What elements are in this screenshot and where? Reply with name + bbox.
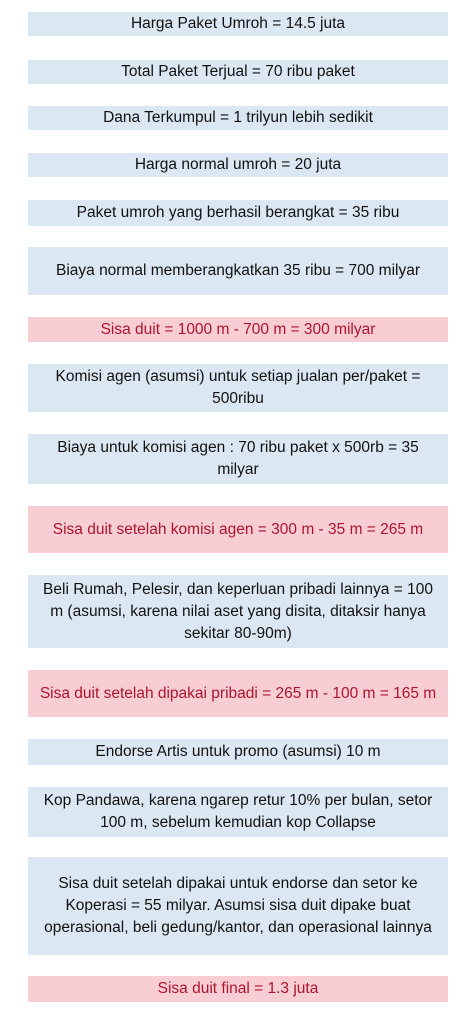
- row-kop-pandawa: Kop Pandawa, karena ngarep retur 10% per bulan, setor 100 m, sebelum kemudian kop Collapse: [28, 787, 448, 837]
- row-endorse-artis: Endorse Artis untuk promo (asumsi) 10 m: [28, 739, 448, 765]
- row-komisi-agen: Komisi agen (asumsi) untuk setiap jualan per/paket = 500ribu: [28, 364, 448, 412]
- row-harga-paket: Harga Paket Umroh = 14.5 juta: [28, 12, 448, 36]
- row-sisa-setelah-komisi: Sisa duit setelah komisi agen = 300 m - 35 m = 265 m: [28, 506, 448, 553]
- row-paket-berangkat: Paket umroh yang berhasil berangkat = 35 ribu: [28, 200, 448, 226]
- row-harga-normal: Harga normal umroh = 20 juta: [28, 153, 448, 177]
- row-beli-rumah: Beli Rumah, Pelesir, dan keperluan pribadi lainnya = 100 m (asumsi, karena nilai aset yang disita, ditaksir hanya sekitar 80-90m): [28, 575, 448, 648]
- row-sisa-duit-final: Sisa duit final = 1.3 juta: [28, 976, 448, 1002]
- row-sisa-duit: Sisa duit = 1000 m - 700 m = 300 milyar: [28, 317, 448, 342]
- row-biaya-komisi: Biaya untuk komisi agen : 70 ribu paket x 500rb = 35 milyar: [28, 434, 448, 484]
- row-biaya-normal: Biaya normal memberangkatkan 35 ribu = 700 milyar: [28, 247, 448, 295]
- row-sisa-setelah-pribadi: Sisa duit setelah dipakai pribadi = 265 m - 100 m = 165 m: [28, 670, 448, 717]
- row-sisa-setelah-endorse: Sisa duit setelah dipakai untuk endorse dan setor ke Koperasi = 55 milyar. Asumsi sisa duit dipake buat operasional, beli gedung/kantor, dan operasional lainnya: [28, 857, 448, 955]
- row-dana-terkumpul: Dana Terkumpul = 1 trilyun lebih sedikit: [28, 106, 448, 130]
- row-total-paket: Total Paket Terjual = 70 ribu paket: [28, 60, 448, 84]
